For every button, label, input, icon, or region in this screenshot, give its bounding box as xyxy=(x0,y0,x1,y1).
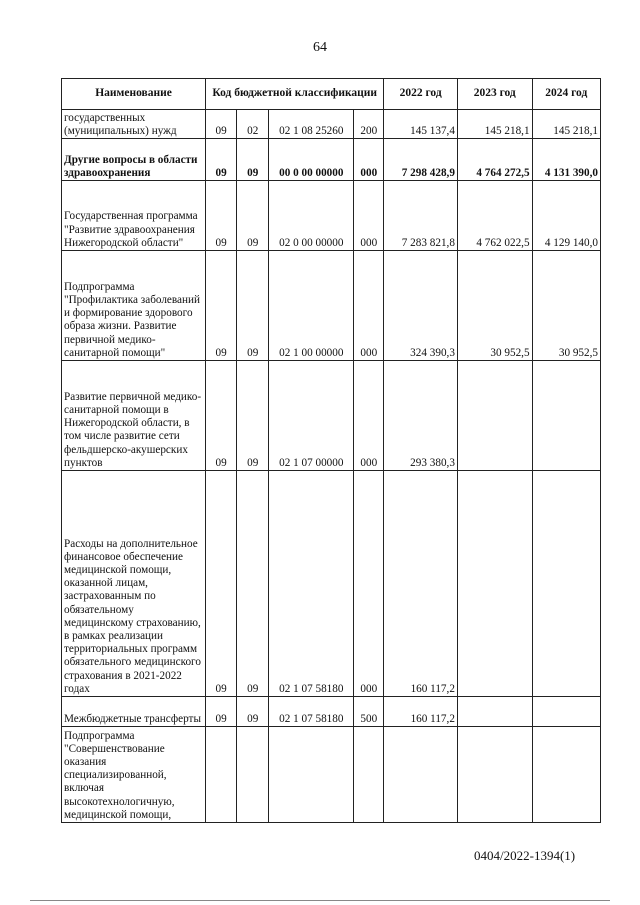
row-subsection: 09 xyxy=(237,697,269,727)
table-row xyxy=(62,697,601,727)
row-subsection: 02 xyxy=(237,110,269,139)
table-row xyxy=(62,727,601,823)
row-expense-type: 200 xyxy=(354,110,384,139)
row-subsection: 09 xyxy=(237,139,269,181)
row-target-code: 02 1 00 00000 xyxy=(269,251,354,361)
row-subsection xyxy=(237,727,269,823)
row-name: Развитие первичной медико-санитарной помощи в Нижегородской области, в том числе развитие сети фельдшерско-акушерских пунктов xyxy=(62,361,206,471)
row-target-code xyxy=(269,727,354,823)
table-row xyxy=(62,471,601,697)
row-amount-2024 xyxy=(532,697,600,727)
budget-table xyxy=(61,78,601,823)
document-id: 0404/2022-1394(1) xyxy=(474,848,576,863)
row-amount-2022: 160 117,2 xyxy=(384,697,458,727)
row-amount-2022: 7 283 821,8 xyxy=(384,181,458,251)
row-section: 09 xyxy=(206,251,237,361)
row-expense-type: 000 xyxy=(354,471,384,697)
row-expense-type: 500 xyxy=(354,697,384,727)
header-2023: 2023 год xyxy=(457,79,532,110)
row-target-code: 00 0 00 00000 xyxy=(269,139,354,181)
row-section: 09 xyxy=(206,361,237,471)
row-name: Межбюджетные трансферты xyxy=(62,697,206,727)
row-section: 09 xyxy=(206,139,237,181)
row-amount-2022: 324 390,3 xyxy=(384,251,458,361)
row-name: государственных (муниципальных) нужд xyxy=(62,110,206,139)
row-section xyxy=(206,727,237,823)
row-amount-2023 xyxy=(457,471,532,697)
row-amount-2023: 4 762 022,5 xyxy=(457,181,532,251)
row-name: Расходы на дополнительное финансовое обеспечение медицинской помощи, оказанной лицам, застрахованным по обязательному медицинскому страхованию, в рамках реализации территориальных программ обязательного медицинского страхования в 2021-2022 годах xyxy=(62,471,206,697)
row-expense-type xyxy=(354,727,384,823)
row-section: 09 xyxy=(206,110,237,139)
row-section: 09 xyxy=(206,181,237,251)
row-expense-type: 000 xyxy=(354,181,384,251)
table-row xyxy=(62,139,601,181)
row-target-code: 02 0 00 00000 xyxy=(269,181,354,251)
row-amount-2023 xyxy=(457,697,532,727)
row-target-code: 02 1 07 58180 xyxy=(269,471,354,697)
row-expense-type: 000 xyxy=(354,139,384,181)
row-amount-2023: 4 764 272,5 xyxy=(457,139,532,181)
row-amount-2023 xyxy=(457,727,532,823)
row-amount-2022 xyxy=(384,727,458,823)
row-subsection: 09 xyxy=(237,361,269,471)
row-name: Подпрограмма "Совершенствование оказания специализированной, включая высокотехнологичную, медицинской помощи, xyxy=(62,727,206,823)
row-name: Государственная программа "Развитие здравоохранения Нижегородской области" xyxy=(62,181,206,251)
row-amount-2022: 293 380,3 xyxy=(384,361,458,471)
row-name: Другие вопросы в области здравоохранения xyxy=(62,139,206,181)
row-expense-type: 000 xyxy=(354,251,384,361)
page-number: 64 xyxy=(313,40,327,55)
header-2024: 2024 год xyxy=(532,79,600,110)
row-amount-2024: 145 218,1 xyxy=(532,110,600,139)
row-amount-2023: 30 952,5 xyxy=(457,251,532,361)
row-target-code: 02 1 07 58180 xyxy=(269,697,354,727)
row-amount-2024 xyxy=(532,727,600,823)
footer-rule xyxy=(30,900,610,901)
row-subsection: 09 xyxy=(237,471,269,697)
row-section: 09 xyxy=(206,697,237,727)
row-amount-2024: 4 129 140,0 xyxy=(532,181,600,251)
row-section: 09 xyxy=(206,471,237,697)
row-subsection: 09 xyxy=(237,181,269,251)
row-amount-2024: 4 131 390,0 xyxy=(532,139,600,181)
table-row xyxy=(62,110,601,139)
header-code: Код бюджетной классификации xyxy=(206,79,384,110)
header-2022: 2022 год xyxy=(384,79,458,110)
row-amount-2024: 30 952,5 xyxy=(532,251,600,361)
row-amount-2023 xyxy=(457,361,532,471)
table-row xyxy=(62,251,601,361)
row-amount-2024 xyxy=(532,361,600,471)
table-row xyxy=(62,361,601,471)
row-amount-2024 xyxy=(532,471,600,697)
row-subsection: 09 xyxy=(237,251,269,361)
row-amount-2023: 145 218,1 xyxy=(457,110,532,139)
row-target-code: 02 1 07 00000 xyxy=(269,361,354,471)
row-target-code: 02 1 08 25260 xyxy=(269,110,354,139)
row-amount-2022: 145 137,4 xyxy=(384,110,458,139)
row-amount-2022: 160 117,2 xyxy=(384,471,458,697)
header-name: Наименование xyxy=(62,79,206,110)
row-amount-2022: 7 298 428,9 xyxy=(384,139,458,181)
row-name: Подпрограмма "Профилактика заболеваний и формирование здорового образа жизни. Развитие первичной медико-санитарной помощи" xyxy=(62,251,206,361)
header-row xyxy=(62,79,601,110)
row-expense-type: 000 xyxy=(354,361,384,471)
table-row xyxy=(62,181,601,251)
